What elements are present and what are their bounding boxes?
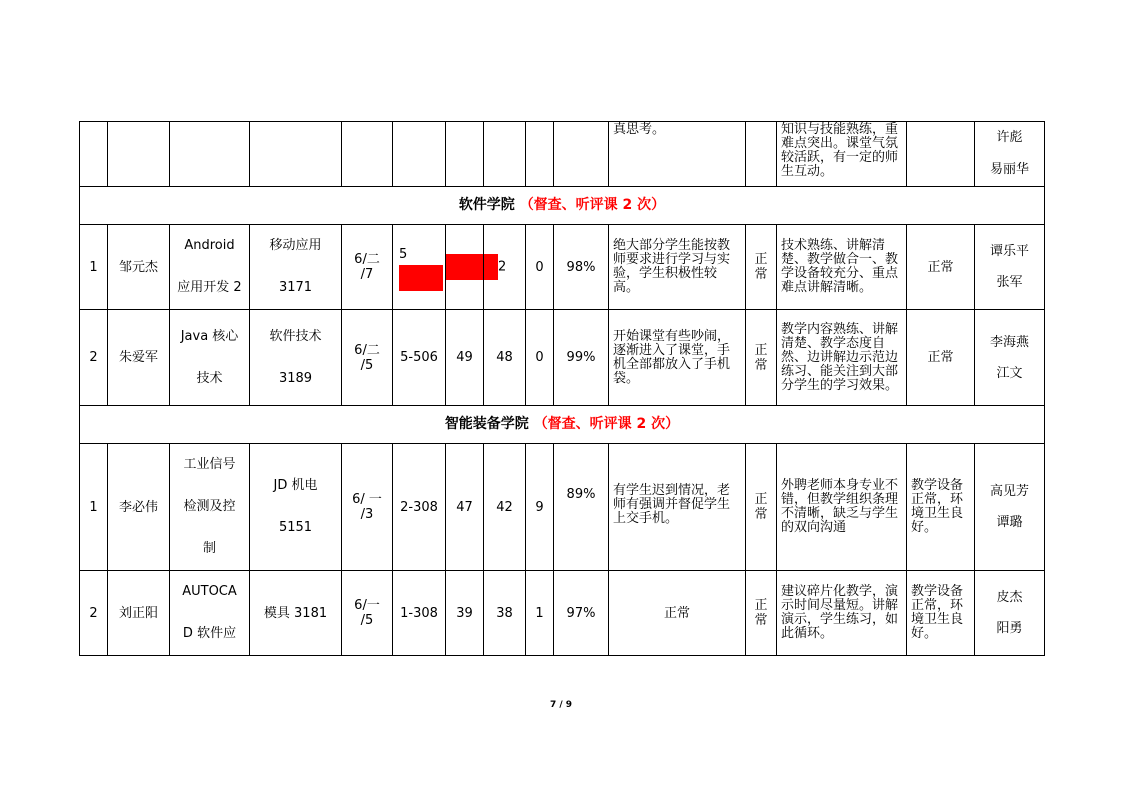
- enrolled: 47: [446, 444, 484, 571]
- room-text: 5: [399, 246, 408, 262]
- teacher-name: 刘正阳: [108, 571, 170, 656]
- date-line: 6/二: [354, 342, 380, 358]
- class-name: [250, 225, 342, 310]
- equipment: 教学设备正常，环境卫生良好。: [907, 571, 975, 656]
- status-char: 常: [754, 357, 768, 373]
- class-line: 3189: [278, 370, 313, 386]
- status-char: 正: [754, 342, 768, 358]
- row-number: 1: [80, 444, 108, 571]
- student-note: 绝大部分学生能按教师要求进行学习与实验，学生积极性较高。: [609, 225, 746, 310]
- date-line: /5: [360, 613, 374, 628]
- observers: [975, 122, 1045, 187]
- course-name: [170, 225, 250, 310]
- observer: 高见芳: [989, 484, 1029, 499]
- observer: 皮杰: [996, 590, 1023, 605]
- row-number: 1: [80, 225, 108, 310]
- status-char: 常: [754, 267, 768, 282]
- cell: [342, 122, 393, 187]
- status: [746, 444, 777, 571]
- redaction-block: [484, 254, 498, 280]
- class-line: 软件技术: [269, 328, 322, 344]
- observer: 谭璐: [996, 515, 1023, 530]
- status-char: 正: [754, 252, 768, 267]
- status-char: 常: [754, 507, 768, 522]
- present: [484, 225, 526, 310]
- course-line: D 软件应: [182, 626, 237, 641]
- student-note: 开始课堂有些吵闹，逐渐进入了课堂，手机全部都放入了手机袋。: [609, 310, 746, 406]
- cell: [80, 122, 108, 187]
- course-name: [170, 310, 250, 406]
- attendance-rate: 89%: [554, 444, 609, 571]
- continuation-row: [80, 122, 1045, 187]
- enrolled: 39: [446, 571, 484, 656]
- teaching-note: 教学内容熟练、讲解清楚、教学态度自然、边讲解边示范边练习、能关注到大部分学生的学习效果。: [777, 310, 907, 406]
- course-line: 制: [202, 541, 216, 556]
- teaching-note: 外聘老师本身专业不错，但教学组织条理不清晰，缺乏与学生的双向沟通: [777, 444, 907, 571]
- date-line: /3: [360, 507, 374, 522]
- course-line: Android: [184, 238, 235, 253]
- class-name: [250, 310, 342, 406]
- status-char: 常: [754, 613, 768, 628]
- course-line: AUTOCA: [182, 584, 237, 599]
- attendance-rate: 97%: [554, 571, 609, 656]
- class-line: 5151: [278, 520, 313, 535]
- attendance-rate: 99%: [554, 310, 609, 406]
- course-line: 工业信号: [183, 457, 236, 472]
- observer: 谭乐平: [989, 244, 1029, 259]
- observers: [975, 310, 1045, 406]
- section-note: （督查、听评课 2 次）: [519, 197, 666, 213]
- teaching-note: 技术熟练、讲解清楚、教学做合一、教学设备较充分、重点难点讲解清晰。: [777, 225, 907, 310]
- teacher-name: 邹元杰: [108, 225, 170, 310]
- date: [342, 225, 393, 310]
- cell: [554, 122, 609, 187]
- supervision-table: [79, 121, 1045, 656]
- cell: [526, 122, 554, 187]
- observer: 许彪: [996, 130, 1023, 145]
- absent: 1: [526, 571, 554, 656]
- enrolled: 49: [446, 310, 484, 406]
- table-row: [80, 444, 1045, 571]
- absent: 0: [526, 310, 554, 406]
- observers: [975, 225, 1045, 310]
- course-line: 检测及控: [183, 499, 236, 514]
- redaction-block: [446, 254, 484, 280]
- course-name: [170, 571, 250, 656]
- course-line: 应用开发 2: [177, 280, 242, 295]
- observer: 张军: [996, 275, 1023, 290]
- date: [342, 310, 393, 406]
- observer: 易丽华: [989, 162, 1029, 177]
- observers: [975, 444, 1045, 571]
- class-line: JD 机电: [273, 478, 318, 493]
- row-number: 2: [80, 310, 108, 406]
- course-line: 技术: [196, 370, 223, 386]
- status: [746, 225, 777, 310]
- observer: 江文: [996, 365, 1023, 381]
- class-line: 3171: [278, 280, 313, 295]
- present: 42: [484, 444, 526, 571]
- observers: [975, 571, 1045, 656]
- table-row: [80, 225, 1045, 310]
- section-title: 智能装备学院: [444, 416, 529, 432]
- status: [746, 571, 777, 656]
- section-title-cell: [80, 187, 1045, 225]
- teacher-name: 李必伟: [108, 444, 170, 571]
- table-row: [80, 571, 1045, 656]
- class-name: [250, 444, 342, 571]
- class-name: 模具 3181: [250, 571, 342, 656]
- equipment: 教学设备正常，环境卫生良好。: [907, 444, 975, 571]
- section-note: （督查、听评课 2 次）: [533, 416, 680, 432]
- course-name: [170, 444, 250, 571]
- student-note: 真思考。: [609, 122, 746, 187]
- observer: 阳勇: [996, 621, 1023, 636]
- date: [342, 571, 393, 656]
- date-line: /5: [360, 357, 374, 373]
- date-line: 6/一: [354, 598, 380, 613]
- date-line: /7: [360, 267, 374, 282]
- section-header: [80, 406, 1045, 444]
- page-number: 7 / 9: [549, 700, 573, 710]
- present-text: 2: [498, 259, 507, 275]
- status-char: 正: [754, 598, 768, 613]
- equipment: 正常: [907, 310, 975, 406]
- room: 5-506: [393, 310, 446, 406]
- cell: [746, 122, 777, 187]
- cell: [250, 122, 342, 187]
- equipment: 正常: [907, 225, 975, 310]
- table-row: [80, 310, 1045, 406]
- student-note: 有学生迟到情况，老师有强调并督促学生上交手机。: [609, 444, 746, 571]
- row-number: 2: [80, 571, 108, 656]
- enrolled: [446, 225, 484, 310]
- cell: [484, 122, 526, 187]
- absent: 0: [526, 225, 554, 310]
- date-line: 6/二: [354, 252, 380, 267]
- section-header: [80, 187, 1045, 225]
- redaction-block: [399, 265, 443, 291]
- room: [393, 225, 446, 310]
- cell: [907, 122, 975, 187]
- status-char: 正: [754, 492, 768, 507]
- cell: [446, 122, 484, 187]
- present: 38: [484, 571, 526, 656]
- teaching-note: 建议碎片化教学，演示时间尽量短。讲解演示，学生练习，如此循环。: [777, 571, 907, 656]
- date-line: 6/ 一: [352, 492, 382, 507]
- teacher-name: 朱爱军: [108, 310, 170, 406]
- room: 1-308: [393, 571, 446, 656]
- present: 48: [484, 310, 526, 406]
- section-title: 软件学院: [458, 197, 515, 213]
- attendance-rate: 98%: [554, 225, 609, 310]
- section-title-cell: [80, 406, 1045, 444]
- course-line: Java 核心: [180, 328, 239, 344]
- cell: [108, 122, 170, 187]
- status: [746, 310, 777, 406]
- observer: 李海燕: [989, 334, 1029, 350]
- class-line: 移动应用: [269, 238, 322, 253]
- date: [342, 444, 393, 571]
- room: 2-308: [393, 444, 446, 571]
- teaching-note: 知识与技能熟练，重难点突出。课堂气氛较活跃，有一定的师生互动。: [777, 122, 907, 187]
- student-note: 正常: [609, 571, 746, 656]
- cell: [393, 122, 446, 187]
- cell: [170, 122, 250, 187]
- absent: 9: [526, 444, 554, 571]
